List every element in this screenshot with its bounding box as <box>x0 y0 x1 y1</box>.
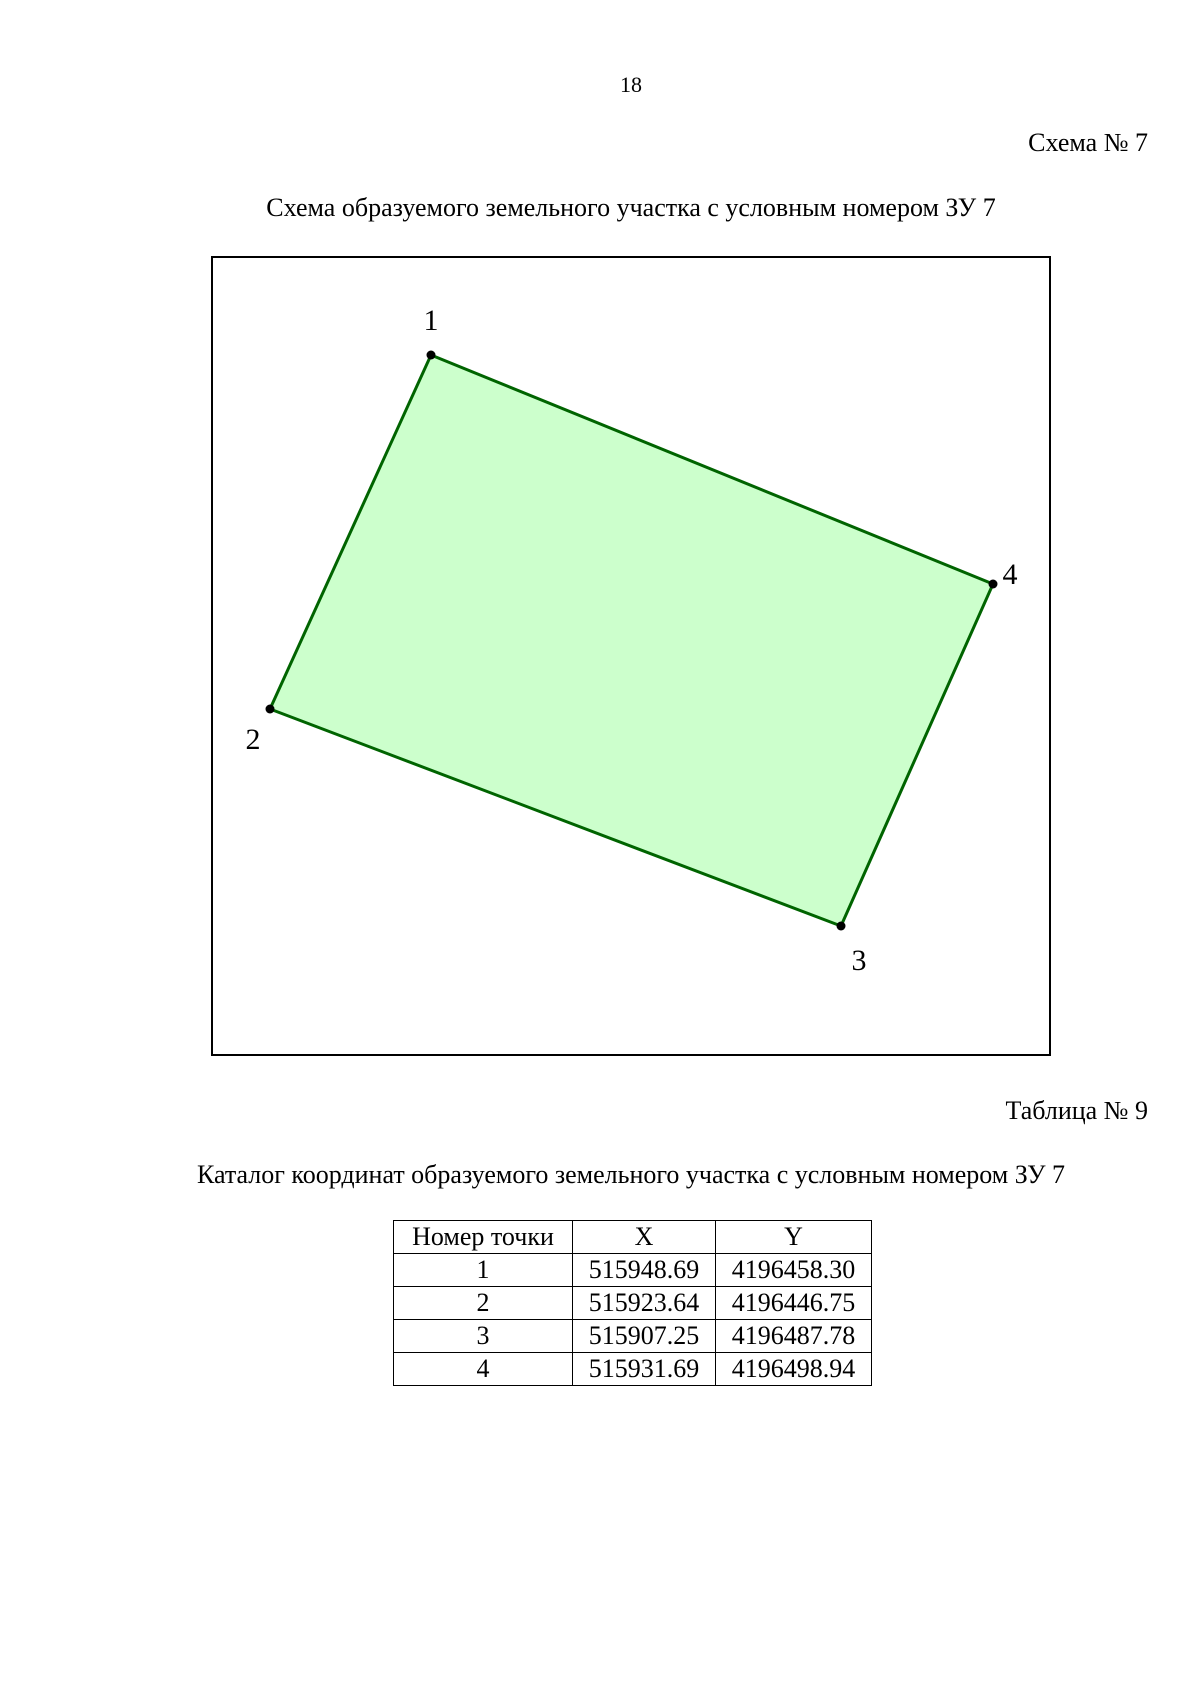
vertex-label-1: 1 <box>423 304 439 337</box>
cell-point-number: 2 <box>394 1287 573 1320</box>
vertex-label-2: 2 <box>245 723 261 756</box>
scheme-label: Схема № 7 <box>1028 128 1148 157</box>
cell-x: 515931.69 <box>573 1353 716 1386</box>
vertex-label-3: 3 <box>851 944 867 977</box>
cell-x: 515923.64 <box>573 1287 716 1320</box>
coordinates-table <box>393 1220 872 1386</box>
cell-x: 515948.69 <box>573 1254 716 1287</box>
scheme-frame <box>211 256 1051 1056</box>
table-row <box>394 1254 872 1287</box>
catalog-title: Каталог координат образуемого земельного участка с условным номером ЗУ 7 <box>196 1160 1066 1189</box>
table-row <box>394 1320 872 1353</box>
land-plot-polygon <box>270 355 993 926</box>
cell-y: 4196498.94 <box>716 1353 872 1386</box>
vertex-marker-1 <box>427 351 436 360</box>
cell-point-number: 3 <box>394 1320 573 1353</box>
table-label: Таблица № 9 <box>1005 1096 1148 1125</box>
scheme-title: Схема образуемого земельного участка с условным номером ЗУ 7 <box>266 193 996 222</box>
table-header-row <box>394 1221 872 1254</box>
cell-point-number: 4 <box>394 1353 573 1386</box>
vertex-marker-4 <box>989 580 998 589</box>
table-row <box>394 1287 872 1320</box>
cell-x: 515907.25 <box>573 1320 716 1353</box>
page-number: 18 <box>620 72 642 97</box>
vertex-marker-3 <box>837 922 846 931</box>
cell-point-number: 1 <box>394 1254 573 1287</box>
header-x: X <box>573 1221 716 1254</box>
vertex-marker-2 <box>266 705 275 714</box>
cell-y: 4196487.78 <box>716 1320 872 1353</box>
cell-y: 4196446.75 <box>716 1287 872 1320</box>
vertex-label-4: 4 <box>1002 558 1018 591</box>
header-point-number: Номер точки <box>394 1221 573 1254</box>
header-y: Y <box>716 1221 872 1254</box>
cell-y: 4196458.30 <box>716 1254 872 1287</box>
land-plot-drawing <box>213 258 1049 1054</box>
table-row <box>394 1353 872 1386</box>
